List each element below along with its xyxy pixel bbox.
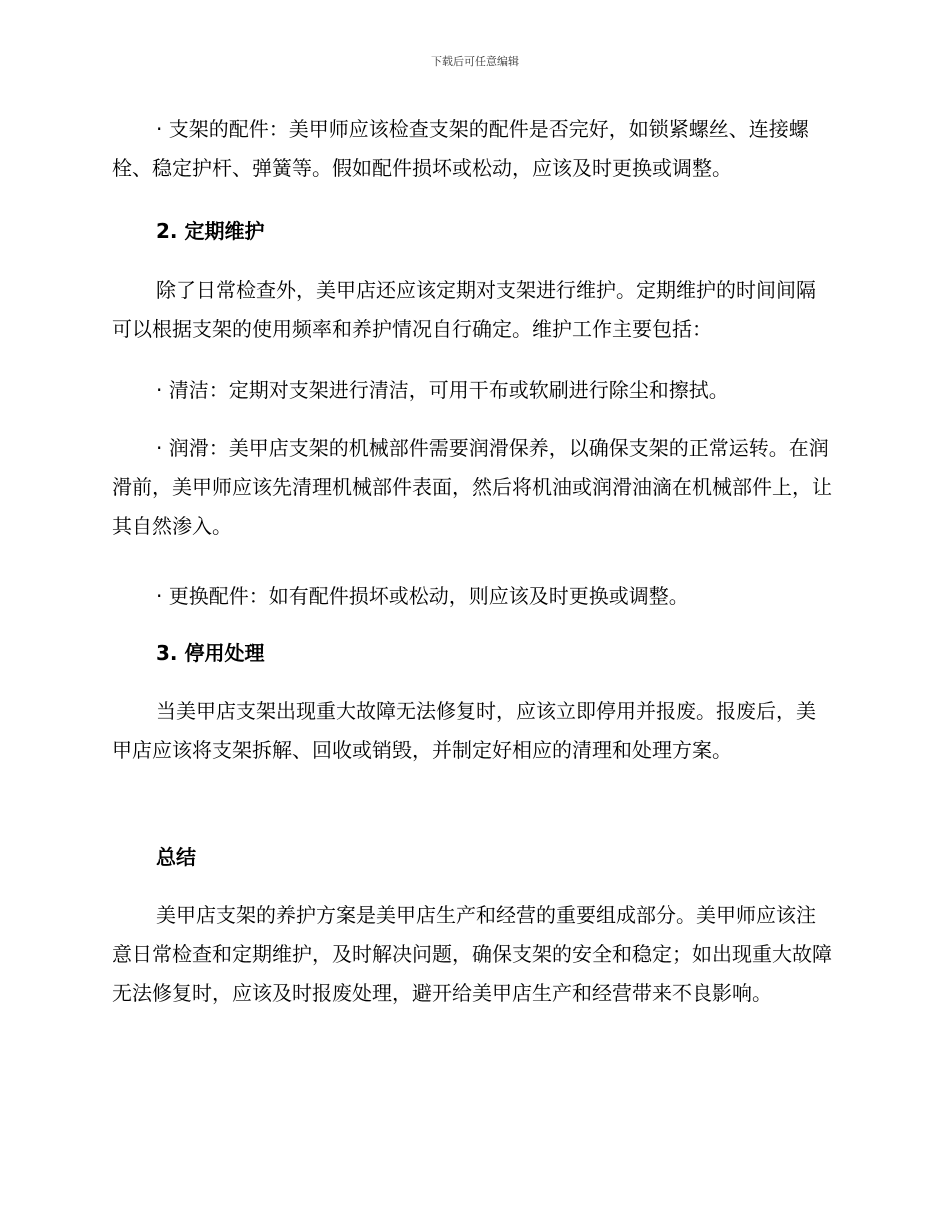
paragraph-decommission: 当美甲店支架出现重大故障无法修复时，应该立即停用并报废。报废后，美甲店应该将支架拆解、回收或销毁，并制定好相应的清理和处理方案。 — [112, 699, 816, 762]
paragraph-accessories: · 支架的配件：美甲师应该检查支架的配件是否完好，如锁紧螺丝、连接螺栓、稳定护杆、弹簧等。假如配件损坏或松动，应该及时更换或调整。 — [112, 117, 809, 180]
paragraph-cleaning: · 清洁：定期对支架进行清洁，可用干布或软刷进行除尘和擦拭。 — [156, 378, 729, 402]
paragraph-summary: 美甲店支架的养护方案是美甲店生产和经营的重要组成部分。美甲师应该注意日常检查和定期维护，及时解决问题，确保支架的安全和稳定；如出现重大故障无法修复时，应该及时报废处理，避开给美甲店生产和经营带来不良影响。 — [112, 903, 832, 1005]
paragraph-replace-parts: · 更换配件：如有配件损坏或松动，则应该及时更换或调整。 — [156, 584, 689, 608]
section-heading-summary: 总结 — [156, 845, 196, 869]
section-heading-regular-maintenance: 2. 定期维护 — [156, 219, 265, 243]
section-heading-decommission: 3. 停用处理 — [156, 641, 265, 665]
paragraph-maintenance-intro: 除了日常检查外，美甲店还应该定期对支架进行维护。定期维护的时间间隔可以根据支架的使用频率和养护情况自行确定。维护工作主要包括： — [112, 278, 816, 341]
page-header: 下载后可任意编辑 — [431, 55, 519, 68]
paragraph-lubrication: · 润滑：美甲店支架的机械部件需要润滑保养，以确保支架的正常运转。在润滑前，美甲师应该先清理机械部件表面，然后将机油或润滑油滴在机械部件上，让其自然渗入。 — [112, 436, 832, 538]
